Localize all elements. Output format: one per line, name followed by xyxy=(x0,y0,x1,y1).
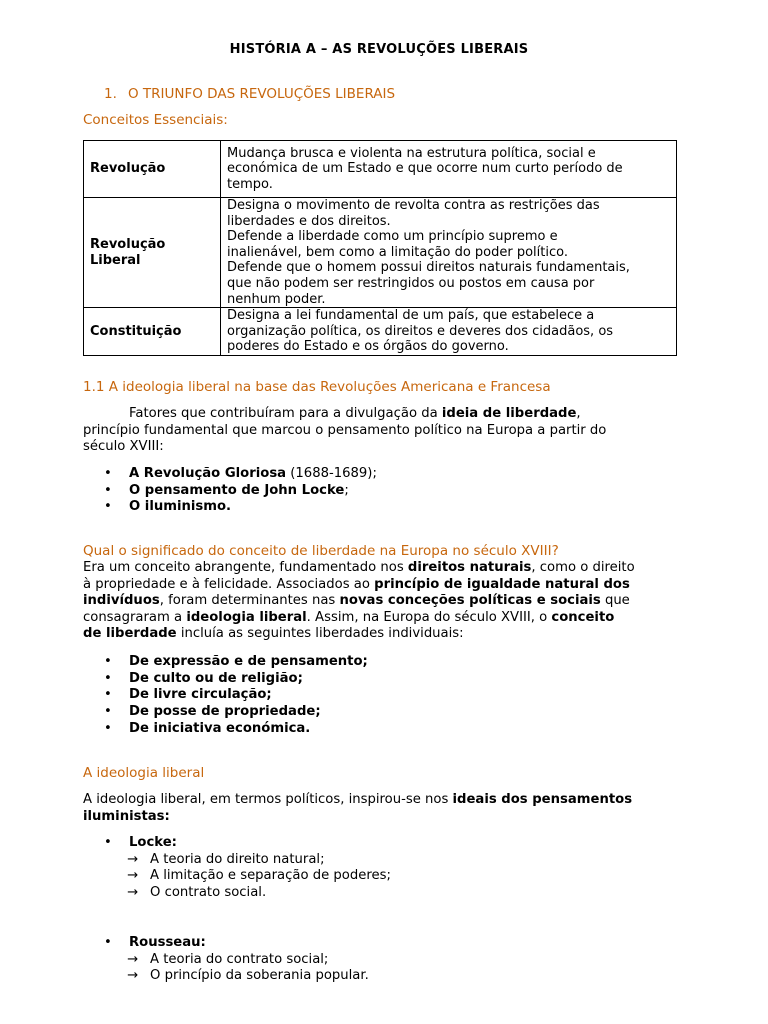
definition-line: organização política, os direitos e deveres dos cidadãos, os xyxy=(227,323,614,339)
list-item-locke xyxy=(104,835,391,902)
text-run: O princípio da soberania popular. xyxy=(150,968,369,984)
term-line: Revolução xyxy=(90,236,166,252)
text-run: (1688-1689); xyxy=(286,466,377,481)
text-run: que xyxy=(600,593,630,608)
arrow-right-icon: → xyxy=(127,951,139,967)
fatores-list xyxy=(104,466,377,516)
bold-run: princípio de igualdade natural dos xyxy=(374,576,630,592)
definition-line: tempo. xyxy=(227,176,273,192)
table-row xyxy=(84,198,677,308)
heading-number: 1. xyxy=(104,86,117,102)
list-item xyxy=(104,483,377,500)
heading-text: O TRIUNFO DAS REVOLUÇÕES LIBERAIS xyxy=(128,86,396,102)
locke-sublist xyxy=(129,852,391,902)
list-item xyxy=(104,687,368,704)
definition-cell xyxy=(221,198,677,308)
definition-line: Defende que o homem possui direitos naturais fundamentais, xyxy=(227,260,630,276)
sublist-item xyxy=(104,952,369,969)
paragraph-line xyxy=(83,593,683,610)
section-heading-1-1: 1.1 A ideologia liberal na base das Revoluções Americana e Francesa xyxy=(83,379,551,395)
definition-line: económica de um Estado e que ocorre num curto período de xyxy=(227,161,623,177)
table-row xyxy=(84,308,677,356)
locke-list xyxy=(104,835,391,902)
bold-run: De livre circulação; xyxy=(129,687,272,703)
bullet-icon: • xyxy=(104,499,112,515)
text-run: Fatores que contribuíram para a divulgação da xyxy=(129,406,442,421)
conceitos-heading: Conceitos Essenciais: xyxy=(83,112,228,128)
paragraph-line xyxy=(83,792,683,809)
rousseau-sublist xyxy=(129,952,369,985)
paragraph-line xyxy=(83,626,683,643)
text-run: , foram determinantes nas xyxy=(159,593,340,608)
sublist-item xyxy=(104,868,391,885)
list-item xyxy=(104,671,368,688)
bold-run: De posse de propriedade; xyxy=(129,704,321,720)
definition-cell xyxy=(221,141,677,198)
bold-run: conceito xyxy=(551,609,615,625)
ideologia-heading: A ideologia liberal xyxy=(83,765,205,781)
sublist-item xyxy=(104,885,391,902)
text-run: incluía as seguintes liberdades individuais: xyxy=(176,626,464,641)
term-cell: Revolução xyxy=(84,141,221,198)
bullet-icon: • xyxy=(104,835,112,850)
ideologia-paragraph xyxy=(83,792,683,825)
text-run: A teoria do direito natural; xyxy=(150,851,325,867)
rousseau-list xyxy=(104,935,369,985)
bold-run: ideologia liberal xyxy=(186,609,307,625)
text-run: Era um conceito abrangente, fundamentado nos xyxy=(83,560,408,575)
definition-line: Designa o movimento de revolta contra as restrições das xyxy=(227,198,600,213)
paragraph-line xyxy=(83,809,683,826)
text-run: A limitação e separação de poderes; xyxy=(150,868,391,884)
text-run: A ideologia liberal, em termos políticos, inspirou-se nos xyxy=(83,792,453,807)
bullet-icon: • xyxy=(104,704,112,720)
bold-run: O pensamento de John Locke xyxy=(129,482,345,498)
arrow-right-icon: → xyxy=(127,885,139,901)
bullet-icon: • xyxy=(104,687,112,703)
document-title: HISTÓRIA A – AS REVOLUÇÕES LIBERAIS xyxy=(229,42,529,57)
definition-line: Mudança brusca e violenta na estrutura política, social e xyxy=(227,145,596,161)
bold-run: Locke: xyxy=(129,835,177,850)
bullet-icon: • xyxy=(104,654,112,669)
definition-line: Defende a liberdade como um princípio supremo e xyxy=(227,229,558,245)
bold-run: Rousseau: xyxy=(129,935,206,950)
text-run: consagraram a xyxy=(83,609,187,625)
list-item-rousseau xyxy=(104,935,369,985)
list-item xyxy=(104,499,377,516)
paragraph-line xyxy=(83,610,683,627)
bold-run: A Revolução Gloriosa xyxy=(129,466,287,481)
definition-line: poderes do Estado e os órgãos do governo. xyxy=(227,339,509,355)
arrow-right-icon: → xyxy=(127,851,139,867)
definition-line: que não podem ser restringidos ou postos em causa por xyxy=(227,275,595,291)
definition-cell xyxy=(221,308,677,356)
text-run: A teoria do contrato social; xyxy=(150,951,329,967)
arrow-right-icon: → xyxy=(127,868,139,884)
bold-run: ideia de liberdade xyxy=(441,406,577,421)
bold-run: indivíduos xyxy=(83,593,160,608)
term-line: Liberal xyxy=(90,252,141,268)
bold-run: De expressão e de pensamento; xyxy=(129,654,368,669)
term-cell: Constituição xyxy=(84,308,221,356)
arrow-right-icon: → xyxy=(127,968,139,984)
bold-run: de liberdade xyxy=(83,626,177,641)
term-cell xyxy=(84,198,221,308)
bold-run: De iniciativa económica. xyxy=(129,720,311,736)
bold-run: De culto ou de religião; xyxy=(129,670,303,686)
paragraph-line: século XVIII: xyxy=(83,439,164,454)
sublist-item xyxy=(104,968,369,985)
bullet-icon: • xyxy=(104,670,112,686)
bold-run: novas conceções políticas e sociais xyxy=(339,593,601,608)
definition-line: inalienável, bem como a limitação do poder político. xyxy=(227,244,568,260)
answer-paragraph xyxy=(83,560,683,643)
liberdades-list xyxy=(104,654,368,738)
paragraph-line xyxy=(83,577,683,594)
text-run: , xyxy=(576,406,581,421)
paragraph-line xyxy=(83,560,683,577)
text-run: à propriedade e à felicidade. Associados ao xyxy=(83,576,375,592)
list-item xyxy=(104,704,368,721)
definition-line: liberdades e dos direitos. xyxy=(227,213,391,229)
bold-run: ideais dos pensamentos xyxy=(452,792,633,807)
bold-run: iluministas: xyxy=(83,808,170,824)
bold-run: O iluminismo. xyxy=(129,499,232,515)
concepts-table xyxy=(83,140,677,356)
paragraph-line xyxy=(83,406,683,423)
paragraph-line: princípio fundamental que marcou o pensamento político na Europa a partir do xyxy=(83,422,607,438)
text-run: ; xyxy=(344,482,349,498)
list-item xyxy=(104,721,368,738)
list-item xyxy=(104,466,377,483)
question-heading: Qual o significado do conceito de liberdade na Europa no século XVIII? xyxy=(83,543,559,559)
heading-triunfo xyxy=(104,86,395,102)
bullet-icon: • xyxy=(104,935,112,950)
table-row xyxy=(84,141,677,198)
definition-line: nenhum poder. xyxy=(227,291,326,307)
bullet-icon: • xyxy=(104,720,112,736)
bullet-icon: • xyxy=(104,466,112,481)
bullet-icon: • xyxy=(104,482,112,498)
text-run: , como o direito xyxy=(531,560,635,575)
text-run: . Assim, na Europa do século XVIII, o xyxy=(306,609,552,625)
list-item xyxy=(104,654,368,671)
sublist-item xyxy=(104,852,391,869)
definition-line: Designa a lei fundamental de um país, que estabelece a xyxy=(227,308,595,324)
text-run: O contrato social. xyxy=(150,885,267,901)
fatores-paragraph xyxy=(83,406,683,456)
bold-run: direitos naturais xyxy=(407,560,532,575)
